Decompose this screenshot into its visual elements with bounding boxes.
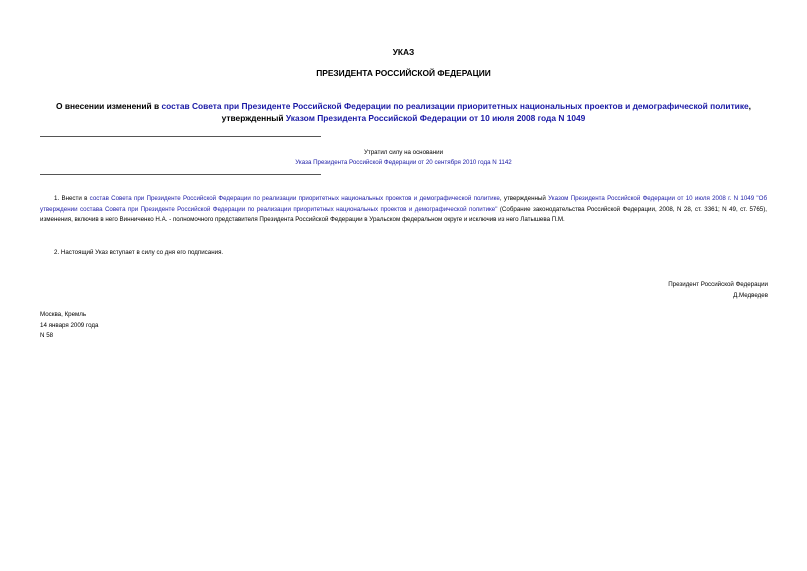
paragraph-1-text-1: 1. Внести в (54, 195, 90, 202)
paragraph-1-link-council-composition[interactable]: состав Совета при Президенте Российской Федерации по реализации приоритетных национальных проектов и демографической политике (89, 195, 500, 202)
subject-link-council-composition[interactable]: состав Совета при Президенте Российской Федерации по реализации приоритетных национальных проектов и демографической политике (161, 101, 749, 111)
paragraph-1-link-decree-1049[interactable]: Указом Президента Российской Федерации от 10 июля 2008 г. N 1049 "Об утверждении состава Совета при Президенте Российской Федерации по реализации приоритетных национальных проектов и демографической политике" (40, 195, 767, 213)
document-subject (40, 100, 767, 124)
subject-text-1: О внесении изменений в (56, 101, 162, 111)
paragraph-1-text-2: , утвержденный (499, 195, 549, 202)
place-date-block (40, 310, 98, 342)
signatory-position: Президент Российской Федерации (668, 281, 768, 288)
paragraph-1 (40, 194, 767, 226)
paragraph-1-text-3: (Собрание законодательства Российской Федерации, 2008, N 28, ст. 3361; N 49, ст. 5765), изменения, включив в него Винниченко Н.А. - полномочного представителя Президента Российской Федерации в Уральском федеральном округе и исключив из него Латышева П.М. (40, 205, 768, 223)
signing-place: Москва, Кремль (40, 311, 87, 318)
signing-date: 14 января 2009 года (40, 321, 99, 329)
document-type-title: УКАЗ (392, 47, 415, 57)
subject-text-2: , утвержденный (221, 101, 751, 123)
issuer-title: ПРЕЗИДЕНТА РОССИЙСКОЙ ФЕДЕРАЦИИ (316, 68, 491, 78)
status-link-decree-1142[interactable]: Указа Президента Российской Федерации от 20 сентября 2010 года N 1142 (295, 159, 512, 166)
signatory-name: Д.Медведев (733, 292, 768, 299)
divider-top (40, 136, 321, 137)
status-link-wrapper (0, 158, 807, 168)
subject-link-decree-1049[interactable]: Указом Президента Российской Федерации от 10 июля 2008 года N 1049 (285, 113, 586, 123)
divider-bottom (40, 174, 321, 175)
paragraph-2: 2. Настоящий Указ вступает в силу со дня его подписания. (54, 249, 224, 256)
document-number: N 58 (40, 332, 54, 339)
status-note: Утратил силу на основании (363, 149, 444, 156)
signature-block (668, 279, 768, 301)
